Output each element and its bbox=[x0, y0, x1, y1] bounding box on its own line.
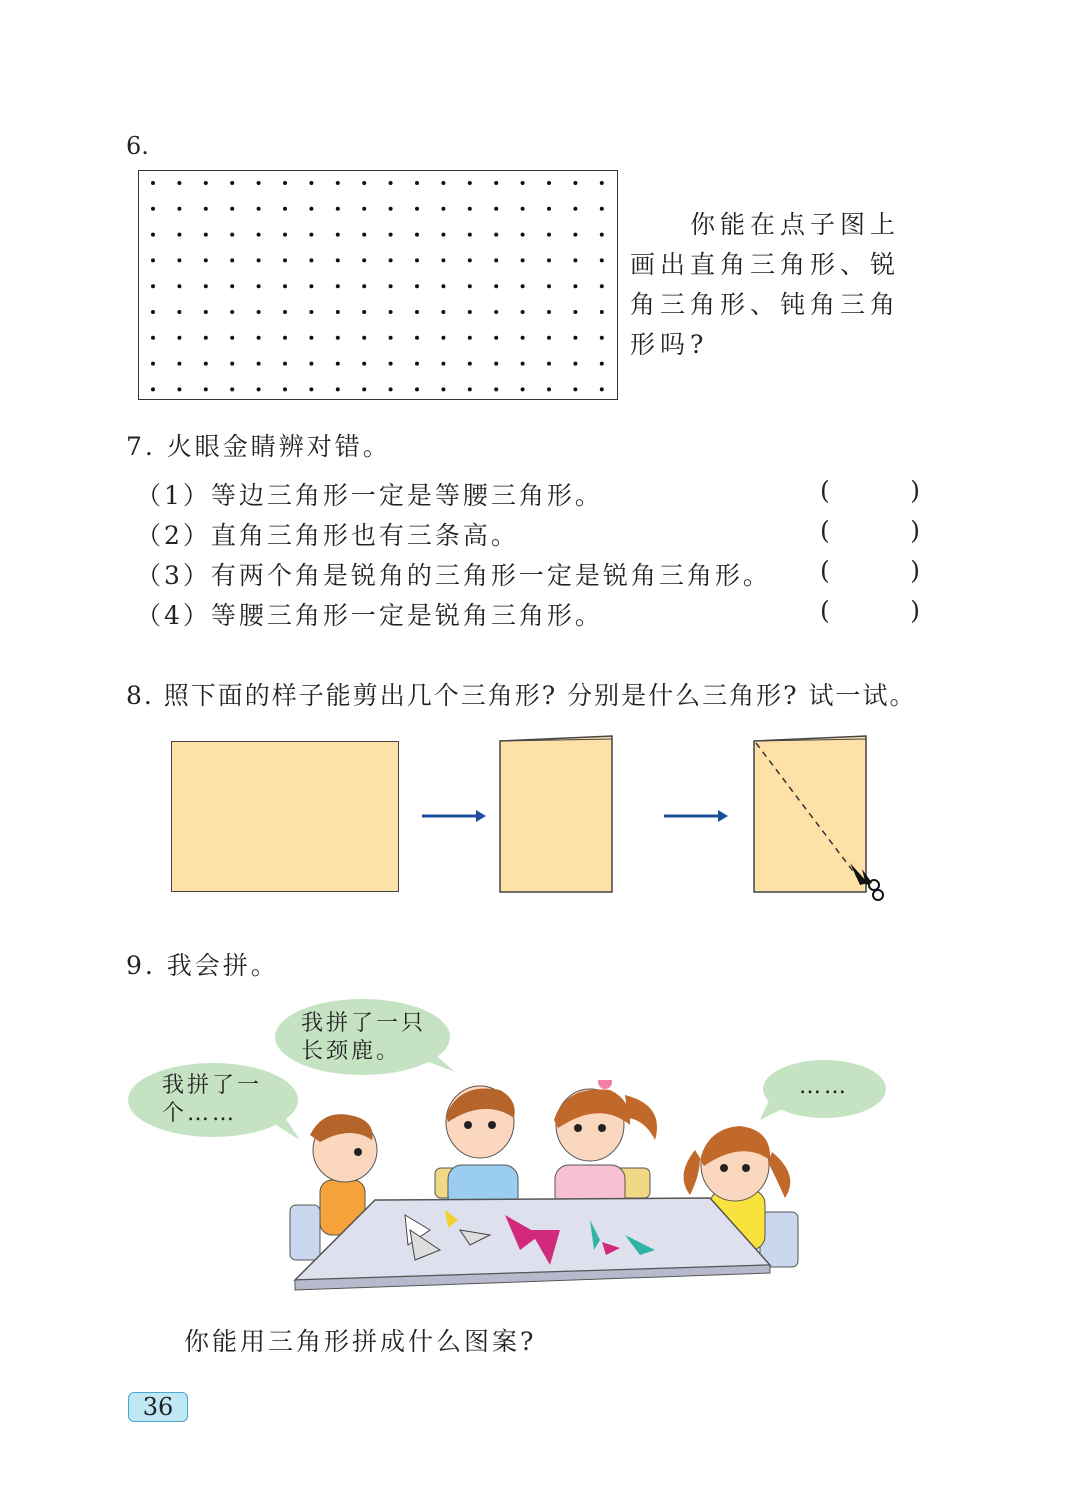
bubble-line: 个…… bbox=[162, 1101, 238, 1126]
grid-dot bbox=[283, 310, 287, 314]
bubble-tail bbox=[410, 1050, 460, 1080]
grid-dot bbox=[362, 284, 366, 288]
grid-dot bbox=[309, 284, 313, 288]
grid-dot bbox=[230, 258, 234, 262]
grid-dot bbox=[230, 362, 234, 366]
grid-dot bbox=[389, 362, 393, 366]
grid-dot bbox=[468, 233, 472, 237]
answer-blank[interactable] bbox=[820, 596, 920, 625]
grid-dot bbox=[151, 207, 155, 211]
grid-dot bbox=[415, 310, 419, 314]
grid-dot bbox=[600, 310, 604, 314]
grid-dot bbox=[283, 336, 287, 340]
grid-dot bbox=[415, 233, 419, 237]
grid-dot bbox=[177, 181, 181, 185]
grid-dot bbox=[389, 387, 393, 391]
grid-dot bbox=[600, 181, 604, 185]
grid-dot bbox=[494, 387, 498, 391]
q6-line: 画出直角三角形、锐 bbox=[630, 250, 901, 279]
grid-dot bbox=[389, 181, 393, 185]
grid-dot bbox=[283, 362, 287, 366]
grid-dot bbox=[309, 362, 313, 366]
grid-dot bbox=[547, 310, 551, 314]
grid-dot bbox=[204, 207, 208, 211]
grid-dot bbox=[441, 310, 445, 314]
grid-dot bbox=[309, 181, 313, 185]
grid-dot bbox=[362, 207, 366, 211]
grid-dot bbox=[441, 336, 445, 340]
grid-dot bbox=[573, 233, 577, 237]
grid-dot bbox=[494, 336, 498, 340]
grid-dot bbox=[257, 310, 261, 314]
grid-dot bbox=[230, 284, 234, 288]
grid-dot bbox=[257, 258, 261, 262]
grid-dot bbox=[362, 387, 366, 391]
open-paren: ( bbox=[820, 476, 830, 505]
grid-dot bbox=[362, 336, 366, 340]
grid-dot bbox=[573, 362, 577, 366]
grid-dot bbox=[257, 233, 261, 237]
paper-full bbox=[171, 741, 399, 892]
page-number-badge: 36 bbox=[128, 1392, 188, 1422]
grid-dot bbox=[257, 181, 261, 185]
grid-dot bbox=[309, 207, 313, 211]
grid-dot bbox=[230, 387, 234, 391]
grid-dot bbox=[547, 362, 551, 366]
grid-dot bbox=[468, 284, 472, 288]
grid-dot bbox=[283, 207, 287, 211]
grid-dot bbox=[573, 387, 577, 391]
grid-dot bbox=[362, 258, 366, 262]
grid-dot bbox=[521, 233, 525, 237]
grid-dot bbox=[336, 336, 340, 340]
grid-dot bbox=[600, 387, 604, 391]
grid-dot bbox=[600, 362, 604, 366]
bubble-line: …… bbox=[799, 1074, 849, 1099]
grid-dot bbox=[600, 207, 604, 211]
grid-dot bbox=[415, 362, 419, 366]
grid-dot bbox=[494, 284, 498, 288]
grid-dot bbox=[521, 181, 525, 185]
grid-dot bbox=[521, 336, 525, 340]
grid-dot bbox=[336, 181, 340, 185]
grid-dot bbox=[415, 284, 419, 288]
grid-dot bbox=[336, 310, 340, 314]
grid-dot bbox=[468, 387, 472, 391]
grid-dot bbox=[441, 258, 445, 262]
close-paren: ) bbox=[910, 476, 920, 505]
grid-dot bbox=[283, 258, 287, 262]
open-paren: ( bbox=[820, 556, 830, 585]
grid-dot bbox=[151, 387, 155, 391]
grid-dot bbox=[547, 233, 551, 237]
grid-dot bbox=[573, 284, 577, 288]
grid-dot bbox=[204, 362, 208, 366]
answer-blank[interactable] bbox=[820, 476, 920, 505]
grid-dot bbox=[257, 336, 261, 340]
grid-dot bbox=[177, 233, 181, 237]
grid-dot bbox=[573, 336, 577, 340]
grid-dot bbox=[547, 336, 551, 340]
grid-dot bbox=[494, 258, 498, 262]
grid-dot bbox=[441, 387, 445, 391]
bubble-line: 我拼了一只 bbox=[301, 1011, 427, 1036]
grid-dot bbox=[283, 233, 287, 237]
arrow-right-icon bbox=[662, 806, 732, 826]
grid-dot bbox=[151, 233, 155, 237]
grid-dot bbox=[521, 387, 525, 391]
grid-dot bbox=[257, 387, 261, 391]
grid-dot bbox=[468, 362, 472, 366]
grid-dot bbox=[547, 181, 551, 185]
grid-dot bbox=[309, 310, 313, 314]
grid-dot bbox=[415, 387, 419, 391]
grid-dot bbox=[177, 336, 181, 340]
grid-dot bbox=[547, 284, 551, 288]
grid-dot bbox=[494, 362, 498, 366]
grid-dot bbox=[309, 233, 313, 237]
grid-dot bbox=[283, 387, 287, 391]
grid-dot bbox=[283, 181, 287, 185]
grid-dot bbox=[177, 362, 181, 366]
close-paren: ) bbox=[910, 556, 920, 585]
grid-dot bbox=[468, 310, 472, 314]
close-paren: ) bbox=[910, 516, 920, 545]
grid-dot bbox=[441, 284, 445, 288]
grid-dot bbox=[151, 310, 155, 314]
grid-dot bbox=[177, 387, 181, 391]
q7-item-2: （2）直角三角形也有三条高。 bbox=[136, 521, 519, 550]
grid-dot bbox=[230, 336, 234, 340]
grid-dot bbox=[573, 181, 577, 185]
grid-dot bbox=[389, 310, 393, 314]
grid-dot bbox=[283, 284, 287, 288]
paper-folded bbox=[495, 733, 617, 895]
grid-dot bbox=[204, 181, 208, 185]
grid-dot bbox=[336, 362, 340, 366]
bubble-line: 我拼了一 bbox=[162, 1073, 263, 1098]
grid-dot bbox=[415, 336, 419, 340]
close-paren: ) bbox=[910, 596, 920, 625]
grid-dot bbox=[468, 258, 472, 262]
dot-grid bbox=[138, 170, 618, 400]
grid-dot bbox=[468, 181, 472, 185]
grid-dot bbox=[389, 336, 393, 340]
grid-dot bbox=[336, 284, 340, 288]
grid-dot bbox=[389, 207, 393, 211]
grid-dot bbox=[151, 362, 155, 366]
q6-prompt bbox=[630, 205, 920, 365]
grid-dot bbox=[204, 387, 208, 391]
grid-dot bbox=[468, 207, 472, 211]
grid-dot bbox=[494, 310, 498, 314]
grid-dot bbox=[336, 387, 340, 391]
grid-dot bbox=[336, 233, 340, 237]
grid-dot bbox=[177, 258, 181, 262]
grid-dot bbox=[600, 233, 604, 237]
grid-dot bbox=[521, 362, 525, 366]
grid-dot bbox=[177, 310, 181, 314]
grid-dot bbox=[309, 258, 313, 262]
grid-dot bbox=[573, 207, 577, 211]
q7-heading: 7. 火眼金睛辨对错。 bbox=[126, 432, 391, 461]
grid-dot bbox=[151, 181, 155, 185]
grid-dot bbox=[441, 181, 445, 185]
q6-number: 6. bbox=[126, 132, 149, 160]
paper-cut bbox=[750, 733, 900, 908]
grid-dot bbox=[600, 336, 604, 340]
grid-dot bbox=[230, 207, 234, 211]
grid-dot bbox=[362, 310, 366, 314]
open-paren: ( bbox=[820, 516, 830, 545]
grid-dot bbox=[521, 207, 525, 211]
grid-dot bbox=[230, 233, 234, 237]
grid-dot bbox=[204, 233, 208, 237]
grid-dot bbox=[494, 233, 498, 237]
grid-dot bbox=[257, 207, 261, 211]
grid-dot bbox=[415, 181, 419, 185]
answer-blank[interactable] bbox=[820, 556, 920, 585]
grid-dot bbox=[362, 181, 366, 185]
grid-dot bbox=[151, 284, 155, 288]
open-paren: ( bbox=[820, 596, 830, 625]
children-puzzle-illustration bbox=[280, 1080, 820, 1295]
q6-line: 你能在点子图上 bbox=[690, 210, 901, 239]
grid-dot bbox=[204, 310, 208, 314]
grid-dot bbox=[151, 336, 155, 340]
answer-blank[interactable] bbox=[820, 516, 920, 545]
grid-dot bbox=[600, 258, 604, 262]
q8-heading: 8. 照下面的样子能剪出几个三角形? 分别是什么三角形? 试一试。 bbox=[126, 681, 917, 710]
grid-dot bbox=[573, 310, 577, 314]
grid-dot bbox=[573, 258, 577, 262]
grid-dot bbox=[204, 284, 208, 288]
grid-dot bbox=[336, 258, 340, 262]
grid-dot bbox=[362, 362, 366, 366]
grid-dot bbox=[389, 284, 393, 288]
grid-dot bbox=[521, 310, 525, 314]
grid-dot bbox=[494, 207, 498, 211]
grid-dot bbox=[389, 258, 393, 262]
grid-dot bbox=[415, 207, 419, 211]
grid-dot bbox=[441, 233, 445, 237]
q7-item-4: （4）等腰三角形一定是锐角三角形。 bbox=[136, 601, 603, 630]
q6-line: 角三角形、钝角三角 bbox=[630, 290, 901, 319]
grid-dot bbox=[547, 207, 551, 211]
grid-dot bbox=[309, 387, 313, 391]
grid-dot bbox=[521, 258, 525, 262]
grid-dot bbox=[468, 336, 472, 340]
grid-dot bbox=[151, 258, 155, 262]
grid-dot bbox=[177, 284, 181, 288]
grid-dot bbox=[257, 284, 261, 288]
grid-dot bbox=[257, 362, 261, 366]
grid-dot bbox=[230, 310, 234, 314]
q7-item-3: （3）有两个角是锐角的三角形一定是锐角三角形。 bbox=[136, 561, 771, 590]
arrow-right-icon bbox=[420, 806, 490, 826]
grid-dot bbox=[547, 387, 551, 391]
bubble-line: 长颈鹿。 bbox=[301, 1039, 402, 1064]
grid-dot bbox=[177, 207, 181, 211]
q9-heading: 9. 我会拼。 bbox=[126, 951, 279, 980]
q7-item-1: （1）等边三角形一定是等腰三角形。 bbox=[136, 481, 603, 510]
q6-line: 形吗? bbox=[630, 330, 709, 359]
grid-dot bbox=[600, 284, 604, 288]
grid-dot bbox=[309, 336, 313, 340]
grid-dot bbox=[494, 181, 498, 185]
grid-dot bbox=[389, 233, 393, 237]
grid-dot bbox=[204, 336, 208, 340]
grid-dot bbox=[547, 258, 551, 262]
grid-dot bbox=[204, 258, 208, 262]
grid-dot bbox=[441, 362, 445, 366]
grid-dot bbox=[441, 207, 445, 211]
q9-question: 你能用三角形拼成什么图案? bbox=[184, 1327, 537, 1356]
grid-dot bbox=[230, 181, 234, 185]
grid-dot bbox=[362, 233, 366, 237]
grid-dot bbox=[415, 258, 419, 262]
grid-dot bbox=[336, 207, 340, 211]
grid-dot bbox=[521, 284, 525, 288]
